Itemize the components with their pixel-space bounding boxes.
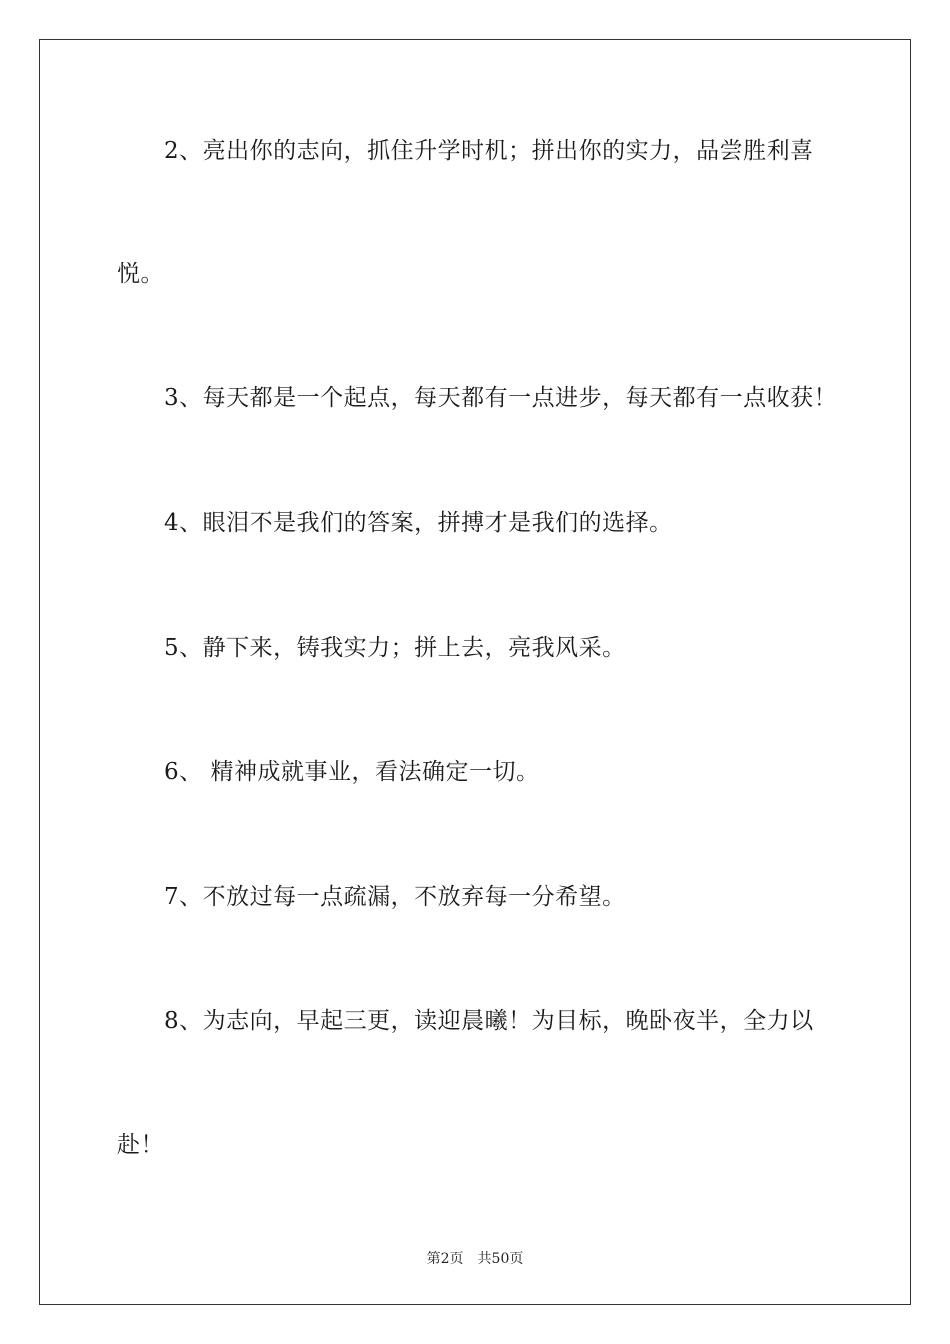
page-border — [39, 39, 911, 1305]
text-line: 悦。 — [117, 261, 164, 287]
text-line: 3、每天都是一个起点，每天都有一点进步，每天都有一点收获！ — [117, 385, 838, 411]
text-line: 2、亮出你的志向，抓住升学时机；拼出你的实力，品尝胜利喜 — [117, 138, 814, 164]
text-line: 6、 精神成就事业，看法确定一切。 — [117, 759, 540, 785]
page-footer — [0, 1248, 950, 1268]
page-total: 共50页 — [477, 1251, 524, 1267]
text-line: 4、眼泪不是我们的答案，拼搏才是我们的选择。 — [117, 510, 673, 536]
text-line: 7、不放过每一点疏漏，不放弃每一分希望。 — [117, 884, 626, 910]
text-line: 8、为志向，早起三更，读迎晨曦！为目标，晚卧夜半，全力以 — [117, 1008, 814, 1034]
text-line: 5、静下来，铸我实力；拼上去，亮我风采。 — [117, 635, 626, 661]
text-line: 赴！ — [117, 1132, 164, 1158]
page-number: 第2页 — [426, 1251, 464, 1267]
